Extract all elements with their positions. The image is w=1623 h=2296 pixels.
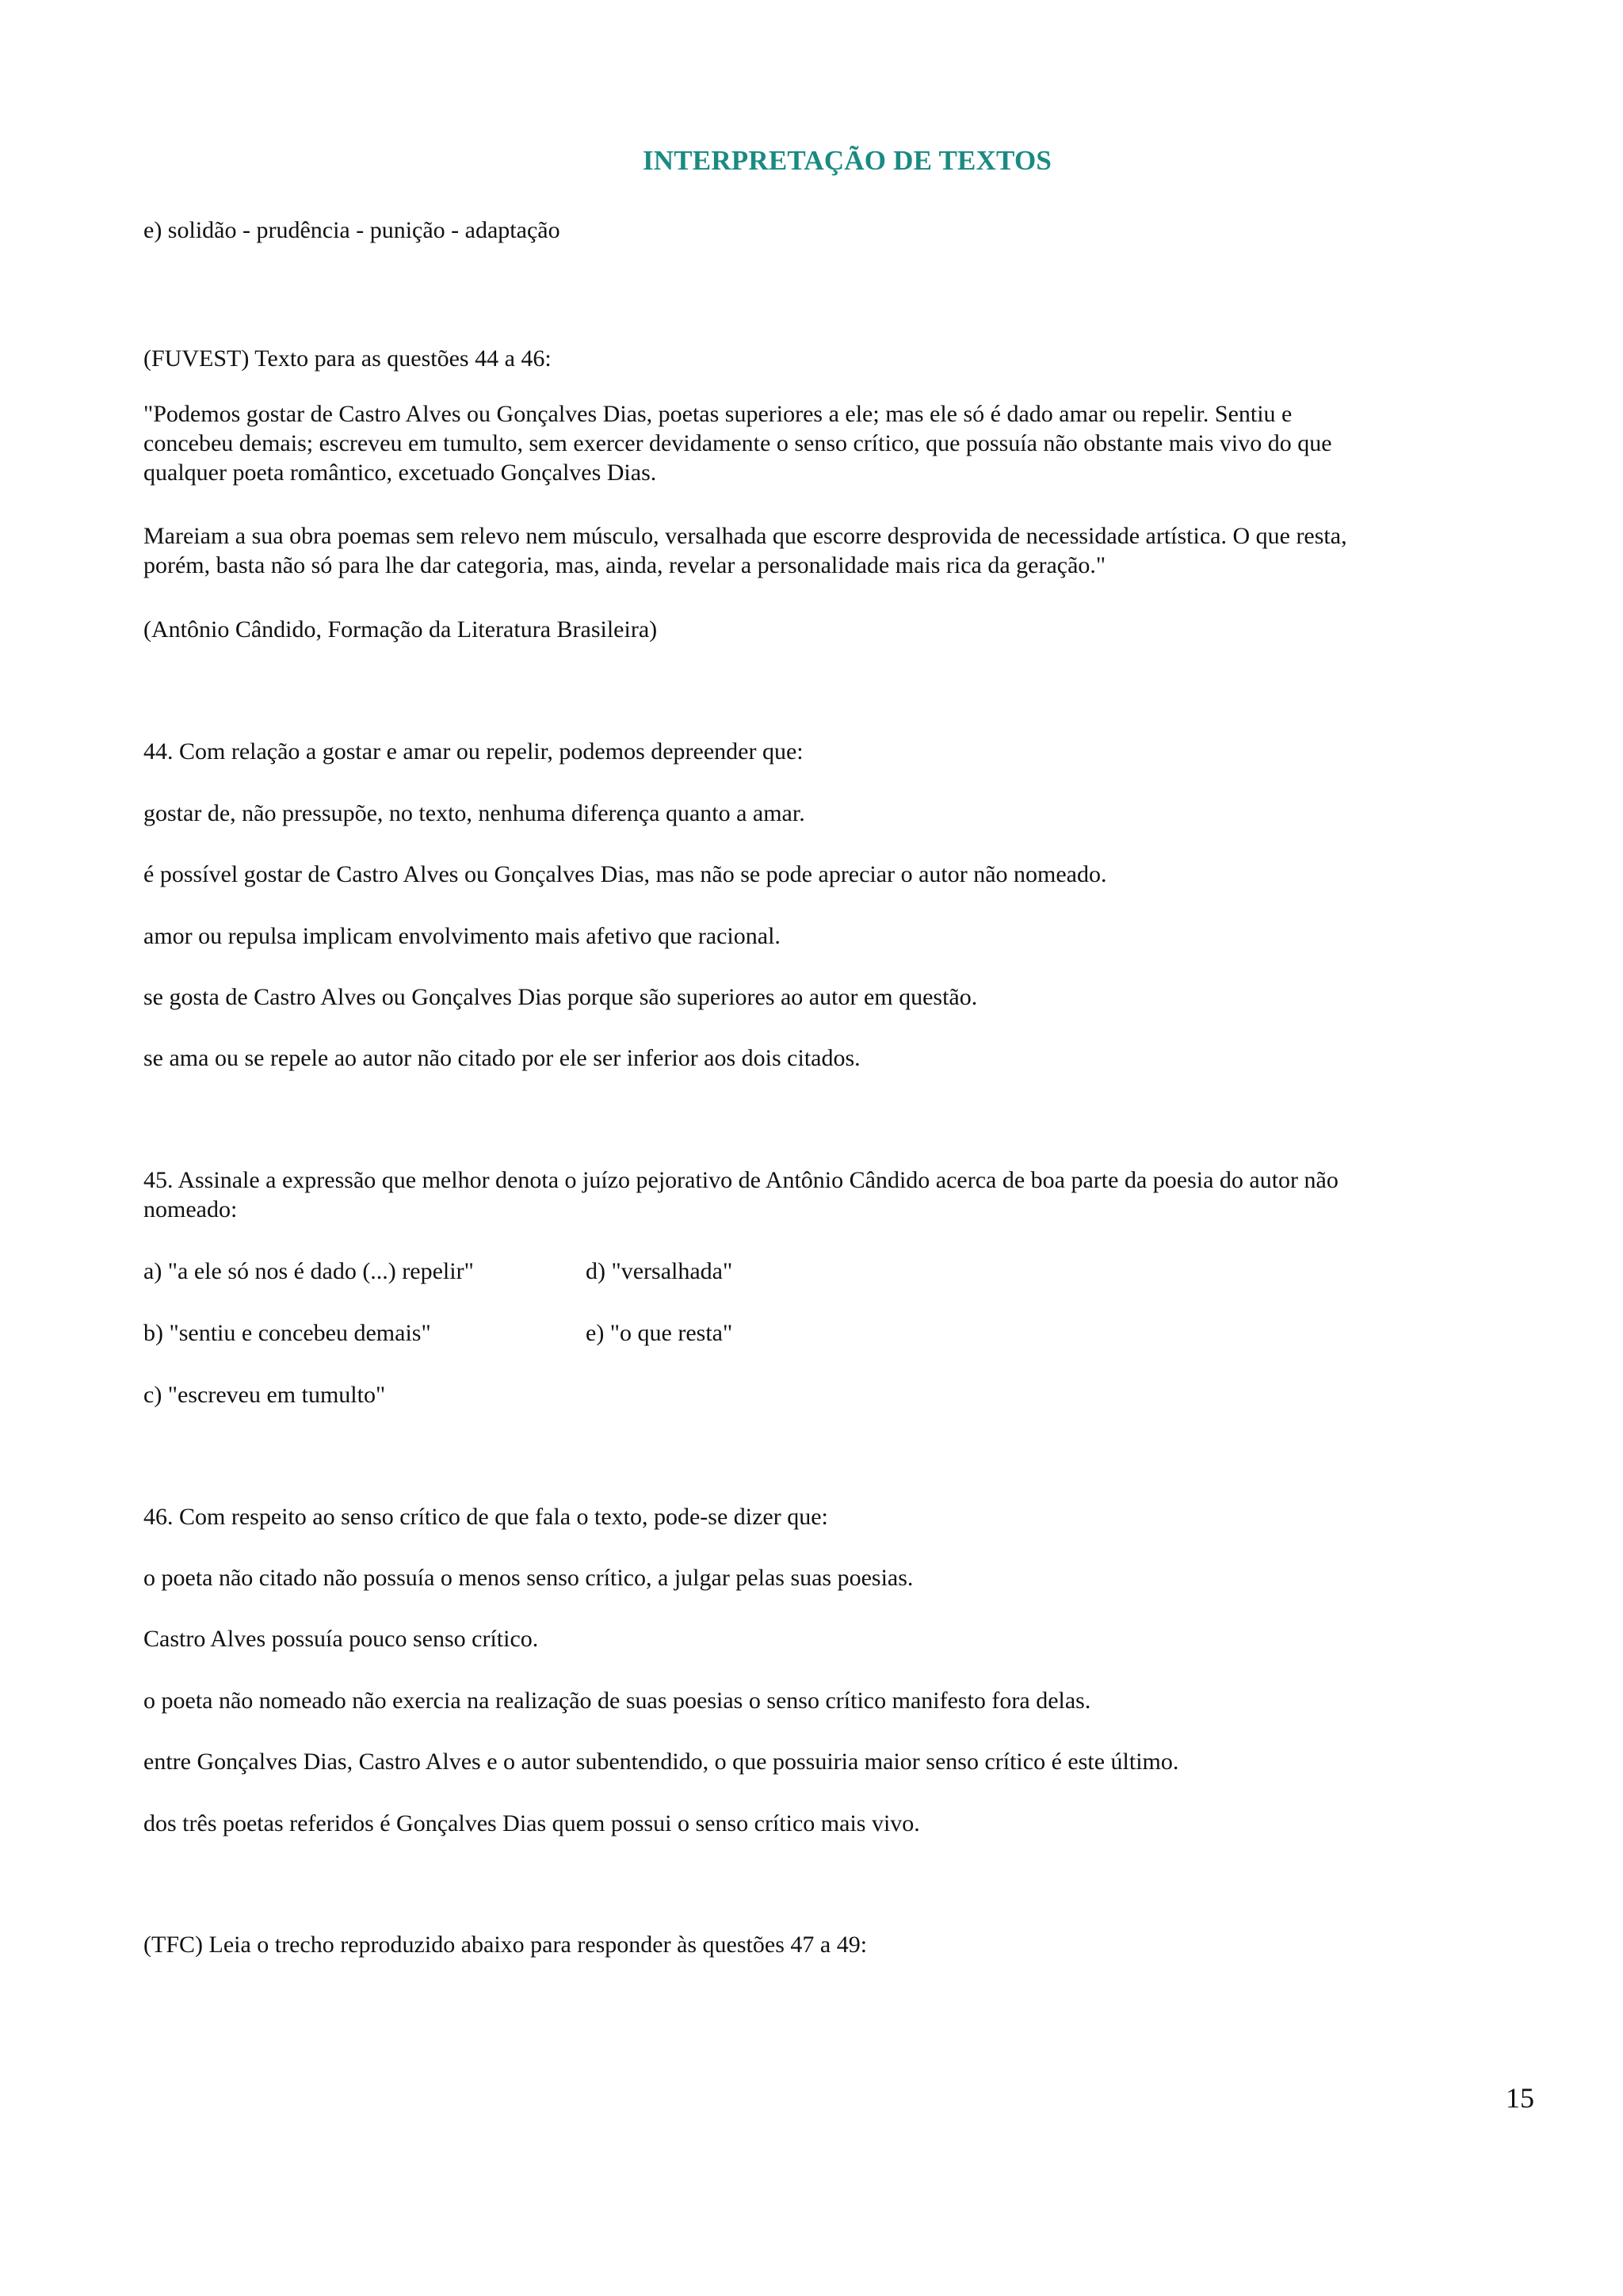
question-45-continued: nomeado: <box>143 1196 238 1222</box>
question-45-option-b: b) "sentiu e concebeu demais" <box>143 1320 431 1346</box>
passage-source: (Antônio Cândido, Formação da Literatura Brasileira) <box>143 616 658 643</box>
question-46: 46. Com respeito ao senso crítico de que fala o texto, pode-se dizer que: <box>143 1504 828 1530</box>
previous-option-e: e) solidão - prudência - punição - adaptação <box>143 217 560 243</box>
question-46-option: o poeta não citado não possuía o menos senso crítico, a julgar pelas suas poesias. <box>143 1565 914 1591</box>
question-45: 45. Assinale a expressão que melhor denota o juízo pejorativo de Antônio Cândido acerca de boa parte da poesia do autor não <box>143 1167 1338 1193</box>
passage-line: "Podemos gostar de Castro Alves ou Gonçalves Dias, poetas superiores a ele; mas ele só é dado amar ou repelir. Sentiu e <box>143 401 1293 427</box>
passage-line: Mareiam a sua obra poemas sem relevo nem músculo, versalhada que escorre desprovida de necessidade artística. O que resta, <box>143 523 1347 549</box>
question-45-option-d: d) "versalhada" <box>586 1258 733 1284</box>
question-46-option: dos três poetas referidos é Gonçalves Dias quem possui o senso crítico mais vivo. <box>143 1810 920 1836</box>
fuvest-intro: (FUVEST) Texto para as questões 44 a 46: <box>143 345 552 372</box>
question-46-option: Castro Alves possuía pouco senso crítico. <box>143 1626 539 1652</box>
page-header-title: INTERPRETAÇÃO DE TEXTOS <box>642 145 1052 176</box>
question-44: 44. Com relação a gostar e amar ou repelir, podemos depreender que: <box>143 738 804 765</box>
passage-line: porém, basta não só para lhe dar categoria, mas, ainda, revelar a personalidade mais rica da geração." <box>143 552 1106 578</box>
passage-line: concebeu demais; escreveu em tumulto, sem exercer devidamente o senso crítico, que possuía não obstante mais vivo do que <box>143 430 1332 456</box>
question-44-option: se ama ou se repele ao autor não citado por ele ser inferior aos dois citados. <box>143 1045 861 1071</box>
question-45-option-e: e) "o que resta" <box>586 1320 733 1346</box>
passage-line: qualquer poeta romântico, excetuado Gonçalves Dias. <box>143 460 657 486</box>
question-46-option: entre Gonçalves Dias, Castro Alves e o autor subentendido, o que possuiria maior senso crítico é este último. <box>143 1749 1179 1775</box>
page-number: 15 <box>1506 2082 1534 2114</box>
question-44-option: gostar de, não pressupõe, no texto, nenhuma diferença quanto a amar. <box>143 800 805 826</box>
tfc-intro: (TFC) Leia o trecho reproduzido abaixo para responder às questões 47 a 49: <box>143 1932 868 1958</box>
question-44-option: amor ou repulsa implicam envolvimento mais afetivo que racional. <box>143 923 781 949</box>
question-45-option-c: c) "escreveu em tumulto" <box>143 1382 386 1408</box>
question-45-option-a: a) "a ele só nos é dado (...) repelir" <box>143 1258 474 1284</box>
question-46-option: o poeta não nomeado não exercia na realização de suas poesias o senso crítico manifesto fora delas. <box>143 1688 1091 1714</box>
question-44-option: se gosta de Castro Alves ou Gonçalves Dias porque são superiores ao autor em questão. <box>143 984 978 1010</box>
question-44-option: é possível gostar de Castro Alves ou Gonçalves Dias, mas não se pode apreciar o autor não nomeado. <box>143 861 1107 887</box>
